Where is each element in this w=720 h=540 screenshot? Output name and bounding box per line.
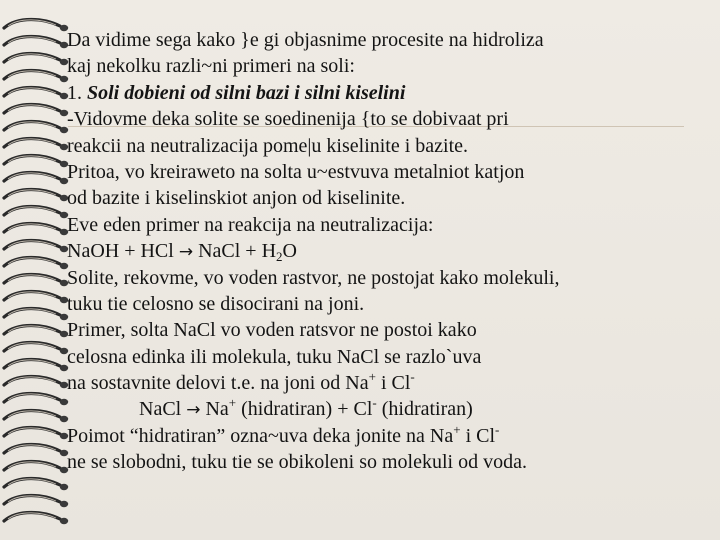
equation-part: (hidratiran) + Cl: [236, 398, 373, 421]
binding-ring-icon: [4, 224, 68, 236]
text-line: Eve eden primer na reakcija na neutralizacija:: [67, 213, 434, 236]
line-text: i Cl: [375, 372, 411, 395]
binding-ring-icon: [4, 394, 68, 406]
equation-lhs: NaOH + HCl: [67, 240, 179, 263]
text-line: -Vidovme deka solite se soedinenija {to se dobivaat pri: [67, 108, 509, 131]
equation-part: (hidratiran): [376, 398, 473, 421]
dissociation-equation: [67, 396, 707, 422]
text-line: [67, 370, 707, 396]
arrow-right-icon: →: [186, 400, 201, 421]
binding-ring-icon: [4, 258, 68, 270]
superscript: +: [228, 395, 237, 411]
binding-ring-icon: [4, 241, 68, 253]
section-title: Soli dobieni od silni bazi i silni kiselini: [87, 81, 406, 104]
line-text: Poimot “hidratiran” ozna~uva deka jonite na Na: [67, 424, 454, 447]
text-line: Primer, solta NaCl vo voden ratsvor ne postoi kako: [67, 319, 477, 342]
binding-ring-icon: [4, 156, 68, 168]
subscript: 2: [276, 249, 283, 265]
line-text: na sostavnite delovi t.e. na joni od Na: [67, 372, 369, 395]
binding-ring-icon: [4, 360, 68, 372]
binding-ring-icon: [4, 343, 68, 355]
binding-ring-icon: [4, 71, 68, 83]
binding-ring-icon: [4, 496, 68, 508]
binding-ring-icon: [4, 105, 68, 117]
text-line: celosna edinka ili molekula, tuku NaCl se razlo`uva: [67, 345, 482, 368]
binding-ring-icon: [4, 173, 68, 185]
reaction-equation: [67, 238, 707, 264]
text-line: od bazite i kiselinskiot anjon od kiselinite.: [67, 187, 406, 210]
binding-ring-icon: [4, 428, 68, 440]
binding-ring-icon: [4, 326, 68, 338]
equation-part: NaCl: [139, 398, 187, 421]
text-line: Pritoa, vo kreiraweto na solta u~estvuva metalniot katjon: [67, 160, 525, 183]
text-line: Da vidime sega kako }e gi objasnime procesite na hidroliza: [67, 29, 544, 51]
text-line: Solite, rekovme, vo voden rastvor, ne postojat kako molekuli,: [67, 266, 560, 289]
equation-rhs: NaCl + H: [193, 240, 277, 263]
binding-ring-icon: [4, 513, 68, 525]
text-line: kaj nekolku razli~ni primeri na soli:: [67, 55, 355, 78]
binding-ring-icon: [4, 309, 68, 321]
slide-text: [67, 27, 707, 476]
text-line: reakcii na neutralizacija pome|u kiselinite i bazite.: [67, 134, 469, 157]
binding-ring-icon: [4, 37, 68, 49]
binding-ring-icon: [4, 445, 68, 457]
binding-ring-icon: [4, 54, 68, 66]
binding-ring-icon: [4, 292, 68, 304]
equation-rhs-end: O: [282, 240, 297, 263]
binding-ring-icon: [4, 275, 68, 287]
binding-ring-icon: [4, 88, 68, 100]
superscript: -: [372, 395, 377, 411]
binding-ring-icon: [4, 190, 68, 202]
binding-ring-icon: [4, 20, 68, 32]
text-line: ne se slobodni, tuku tie se obikoleni so molekuli od voda.: [67, 451, 527, 474]
binding-ring-icon: [4, 479, 68, 491]
superscript: -: [495, 421, 500, 437]
arrow-right-icon: →: [178, 242, 194, 263]
binding-ring-icon: [4, 139, 68, 151]
binding-ring-icon: [4, 122, 68, 134]
equation-part: Na: [200, 398, 229, 421]
binding-ring-icon: [4, 377, 68, 389]
text-line: tuku tie celosno se disocirani na joni.: [67, 292, 365, 315]
section-number: 1.: [67, 81, 87, 104]
superscript: -: [410, 369, 415, 385]
superscript: +: [368, 369, 376, 385]
binding-ring-icon: [4, 411, 68, 423]
binding-ring-icon: [4, 462, 68, 474]
line-text: i Cl: [460, 424, 496, 447]
section-heading: [67, 80, 707, 106]
binding-ring-icon: [4, 207, 68, 219]
superscript: +: [453, 421, 461, 437]
text-line: [67, 423, 707, 449]
